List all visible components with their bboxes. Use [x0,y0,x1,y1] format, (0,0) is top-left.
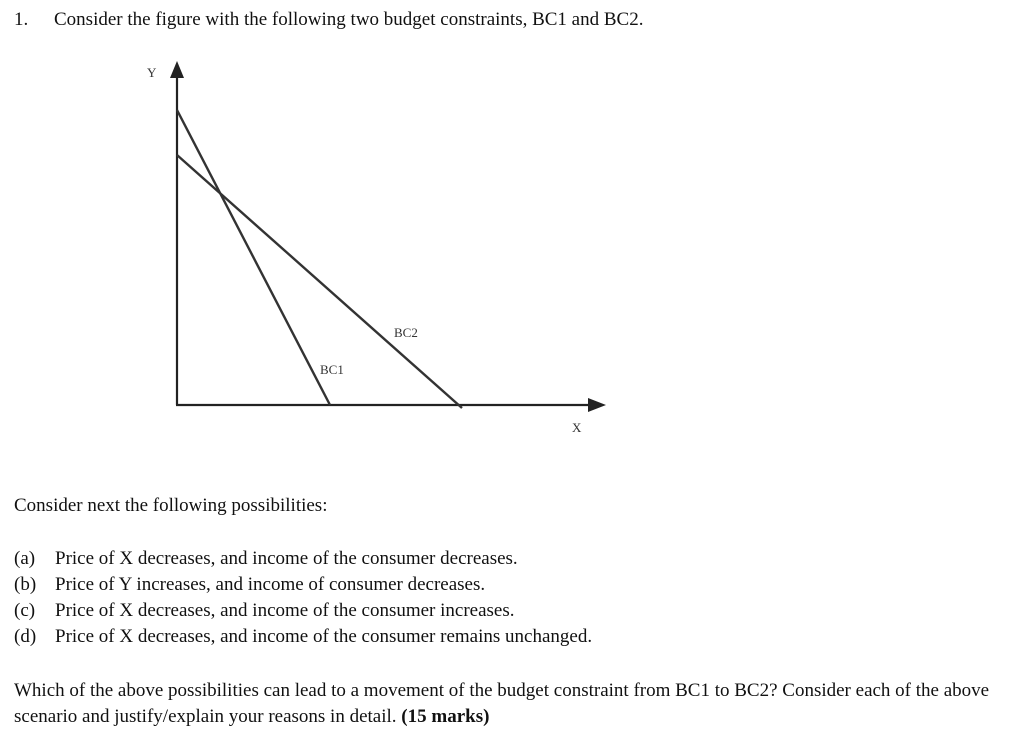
y-axis-label: Y [147,65,157,80]
y-axis-arrow [170,61,184,78]
intro-text: Consider next the following possibilities: [14,495,328,516]
option-text: Price of X decreases, and income of the consumer increases. [55,600,515,621]
marks-label: (15 marks) [401,706,490,727]
bc1-line [177,110,330,405]
question-number: 1. [14,9,29,30]
closing-text: Which of the above possibilities can lead to a movement of the budget constraint from BC1 to BC2? Consider each of the above scenario and justify/explain your reasons in detail. [14,680,990,727]
option-text: Price of X decreases, and income of the consumer decreases. [55,548,518,569]
budget-constraint-diagram [130,55,620,445]
option-marker: (a) [14,548,36,569]
bc2-label: BC2 [394,325,418,340]
option-text: Price of Y increases, and income of consumer decreases. [55,574,486,595]
budget-constraint-figure [130,55,620,445]
option-b [14,572,592,598]
option-d [14,624,592,650]
option-marker: (d) [14,626,37,647]
x-axis-label: X [572,420,582,435]
options-list [14,546,592,650]
question-text: Consider the figure with the following two budget constraints, BC1 and BC2. [54,9,644,30]
option-marker: (b) [14,574,37,595]
bc1-label: BC1 [320,362,344,377]
option-text: Price of X decreases, and income of the consumer remains unchanged. [55,626,593,647]
option-c [14,598,592,624]
option-a [14,546,592,572]
option-marker: (c) [14,600,36,621]
x-axis-arrow [588,398,606,412]
question-header [14,8,643,32]
closing-question [14,678,1014,730]
